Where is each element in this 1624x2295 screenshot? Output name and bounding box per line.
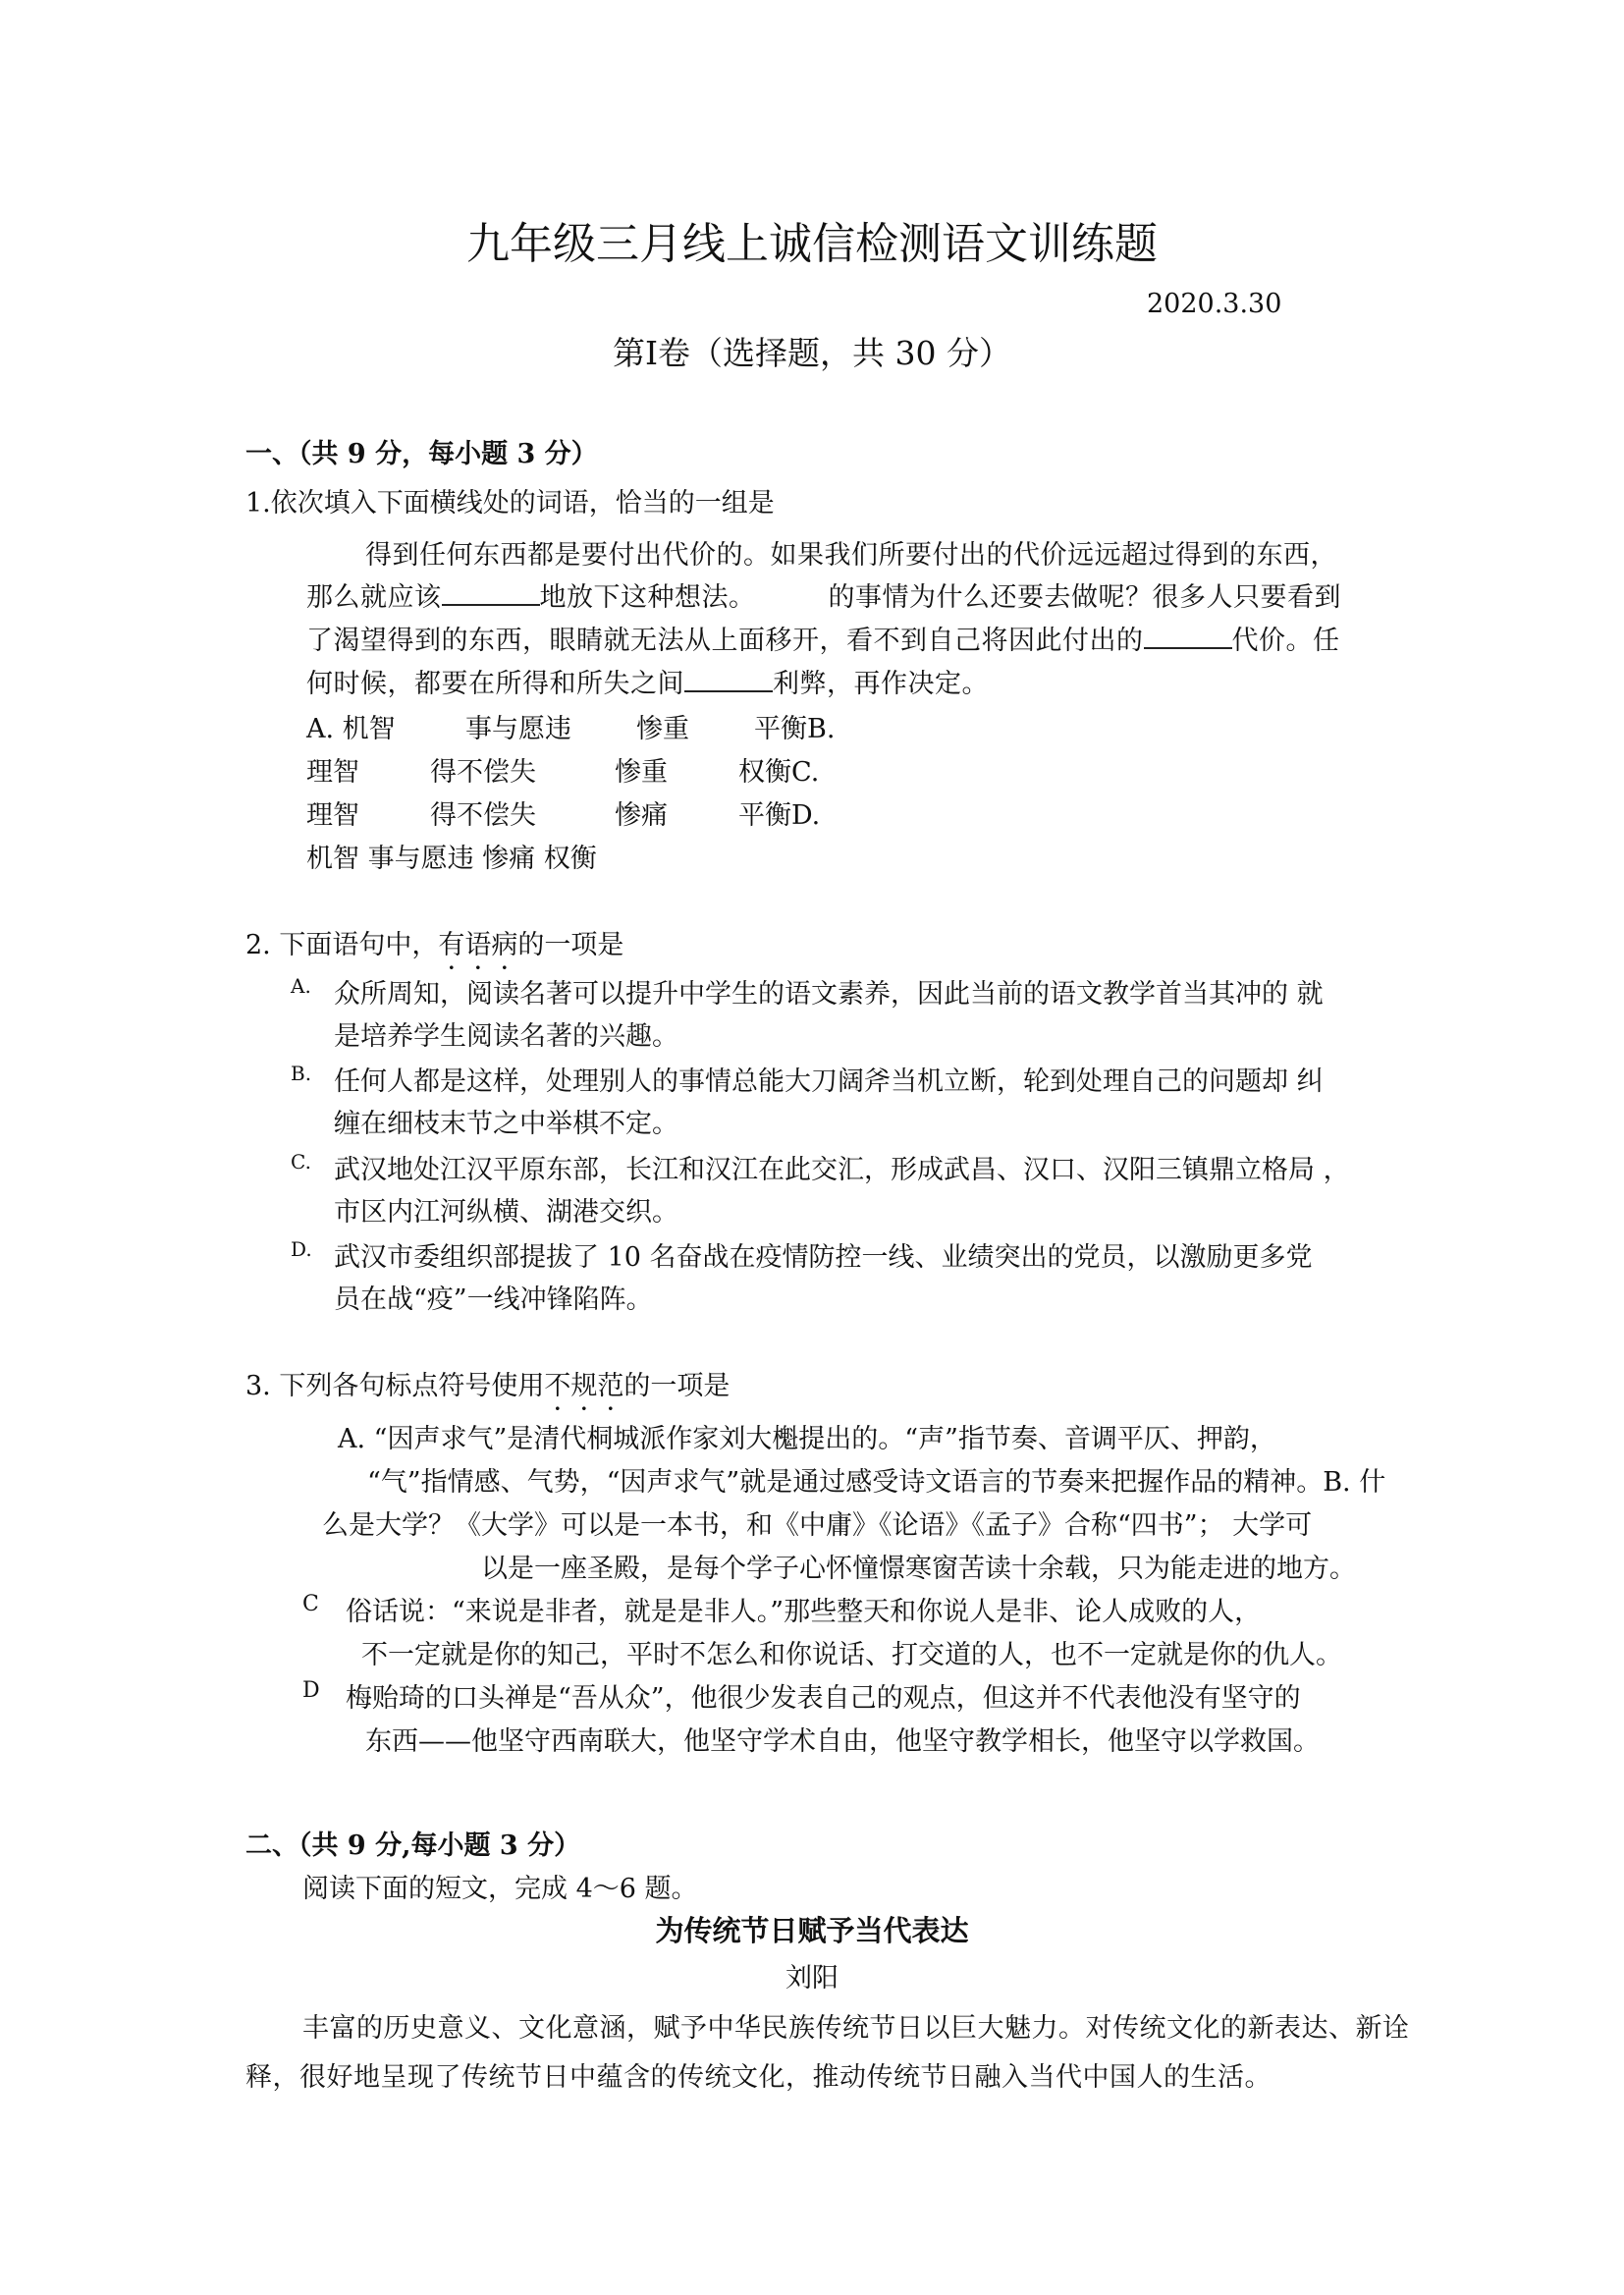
q3-option-d-line-2: 东西——他坚守西南联大，他坚守学术自由，他坚守教学相长，他坚守以学救国。	[365, 1726, 1320, 1757]
q2-stem-part-a: 2. 下面语句中，	[245, 930, 439, 960]
q2-option-a-line-1: 众所周知，阅读名著可以提升中学生的语文素养，因此当前的语文教学首当其冲的 就	[334, 979, 1324, 1010]
q2-emphasis-char-1: 有	[438, 930, 465, 960]
q2-option-d-line-2: 员在战“疫”一线冲锋陷阵。	[334, 1284, 653, 1315]
q3-option-c-label: C	[302, 1592, 319, 1616]
q3-option-c-line-1: 俗话说：“来说是非者，就是是非人。”那些整天和你说人是非、论人成败的人，	[346, 1597, 1262, 1627]
question-2-stem	[245, 923, 623, 961]
q2-option-c-line-2: 市区内江河纵横、湖港交织。	[334, 1197, 678, 1228]
q1-option-a-word-1: A. 机智	[306, 714, 396, 744]
q1-passage-line-4-part-b: 利弊，再作决定。	[773, 669, 989, 699]
q1-option-c-word-4: 平衡D.	[738, 800, 821, 831]
q1-passage-line-4	[306, 662, 989, 700]
q1-option-a-word-3: 惨重	[636, 714, 689, 744]
q2-option-b-label: B.	[291, 1062, 312, 1085]
q2-option-a-label: A.	[291, 974, 311, 998]
q3-option-c-line-2: 不一定就是你的知己，平时不怎么和你说话、打交道的人，也不一定就是你的仇人。	[361, 1640, 1342, 1670]
q2-option-b-line-2: 缠在细枝末节之中举棋不定。	[334, 1109, 678, 1139]
q3-text-line-3: 么是大学？《大学》可以是一本书，和《中庸》《论语》《孟子》合称“四书”； 大学可	[322, 1510, 1313, 1541]
q1-option-c-word-3: 惨痛	[615, 800, 668, 831]
q1-option-c-word-2: 得不偿失	[430, 800, 536, 831]
q1-passage-line-3-part-a: 了渴望得到的东西，眼睛就无法从上面移开，看不到自己将因此付出的	[306, 626, 1144, 656]
q3-stem-part-b: 的一项是	[623, 1371, 731, 1401]
blank-1	[442, 582, 540, 606]
q2-option-d-line-1: 武汉市委组织部提拔了 10 名奋战在疫情防控一线、业绩突出的党员，以激励更多党	[334, 1242, 1313, 1273]
q1-passage-line-3-part-b: 代价。任	[1231, 626, 1340, 656]
article-paragraph-line-2: 释，很好地呈现了传统节日中蕴含的传统文化，推动传统节日融入当代中国人的生活。	[245, 2062, 1272, 2093]
q1-option-b-word-1: 理智	[306, 757, 359, 788]
q3-emphasis-char-2: 规	[570, 1371, 598, 1401]
q1-option-a-word-2: 事与愿违	[465, 714, 571, 744]
blank-3	[1144, 626, 1232, 649]
q1-option-b-word-3: 惨重	[615, 757, 668, 788]
q1-option-c-word-1: 理智	[306, 800, 359, 831]
q2-option-b-line-1: 任何人都是这样，处理别人的事情总能大刀阔斧当机立断，轮到处理自己的问题却 纠	[334, 1066, 1324, 1097]
article-author: 刘阳	[785, 1963, 839, 1994]
q2-option-c-label: C.	[291, 1150, 311, 1174]
q3-option-d-label: D	[302, 1678, 320, 1703]
exam-date: 2020.3.30	[1147, 289, 1282, 319]
q1-passage-line-2-part-b: 地放下这种想法。	[539, 582, 756, 613]
q3-text-line-2: “气”指情感、气势，“因声求气”就是通过感受诗文语言的节奏来把握作品的精神。B. 什	[367, 1467, 1386, 1498]
q1-passage-line-2-part-c: 的事情为什么还要去做呢？很多人只要看到	[828, 582, 1341, 613]
q3-text-line-1: A. “因声求气”是清代桐城派作家刘大櫆提出的。“声”指节奏、音调平仄、押韵，	[338, 1424, 1276, 1454]
q3-emphasis-char-1: 不	[544, 1371, 571, 1401]
q3-emphasis-char-3: 范	[597, 1371, 624, 1401]
q1-passage-line-2	[306, 575, 1341, 614]
blank-4	[684, 669, 773, 692]
q2-stem-part-b: 的一项是	[517, 930, 624, 960]
q2-emphasis-char-3: 病	[491, 930, 518, 960]
page-title: 九年级三月线上诚信检测语文训练题	[466, 219, 1158, 269]
q3-option-d-line-1: 梅贻琦的口头禅是“吾从众”，他很少发表自己的观点，但这并不代表他没有坚守的	[346, 1683, 1301, 1714]
q1-option-a-word-4: 平衡B.	[754, 714, 836, 744]
volume-heading: 第Ⅰ卷（选择题，共 30 分）	[612, 334, 1011, 372]
section-two-instruction: 阅读下面的短文，完成 4～6 题。	[302, 1874, 698, 1904]
question-1-stem: 1.依次填入下面横线处的词语，恰当的一组是	[245, 488, 775, 519]
section-one-heading: 一、（共 9 分，每小题 3 分）	[245, 439, 598, 469]
q1-option-b-word-4: 权衡C.	[738, 757, 820, 788]
q2-option-d-label: D.	[291, 1237, 312, 1261]
q3-stem-part-a: 3. 下列各句标点符号使用	[245, 1371, 545, 1401]
section-two-heading: 二、（共 9 分,每小题 3 分）	[245, 1831, 581, 1861]
q2-emphasis-char-2: 语	[464, 930, 492, 960]
article-title: 为传统节日赋予当代表达	[655, 1914, 969, 1947]
q2-option-c-line-1: 武汉地处江汉平原东部，长江和汉江在此交汇，形成武昌、汉口、汉阳三镇鼎立格局 ，	[334, 1155, 1350, 1185]
q3-text-line-4: 以是一座圣殿，是每个学子心怀憧憬寒窗苦读十余载，只为能走进的地方。	[481, 1554, 1356, 1584]
q1-option-b-word-2: 得不偿失	[430, 757, 536, 788]
q1-passage-line-1: 得到任何东西都是要付出代价的。如果我们所要付出的代价远远超过得到的东西，	[365, 540, 1337, 571]
q1-passage-line-2-part-a: 那么就应该	[306, 582, 442, 613]
q2-option-a-line-2: 是培养学生阅读名著的兴趣。	[334, 1021, 678, 1052]
q1-passage-line-3	[306, 619, 1340, 657]
q1-passage-line-4-part-a: 何时候，都要在所得和所失之间	[306, 669, 684, 699]
question-3-stem	[245, 1364, 730, 1402]
q1-option-d: 机智 事与愿违 惨痛 权衡	[306, 844, 597, 874]
article-paragraph-line-1: 丰富的历史意义、文化意涵，赋予中华民族传统节日以巨大魅力。对传统文化的新表达、新诠	[302, 2013, 1410, 2044]
